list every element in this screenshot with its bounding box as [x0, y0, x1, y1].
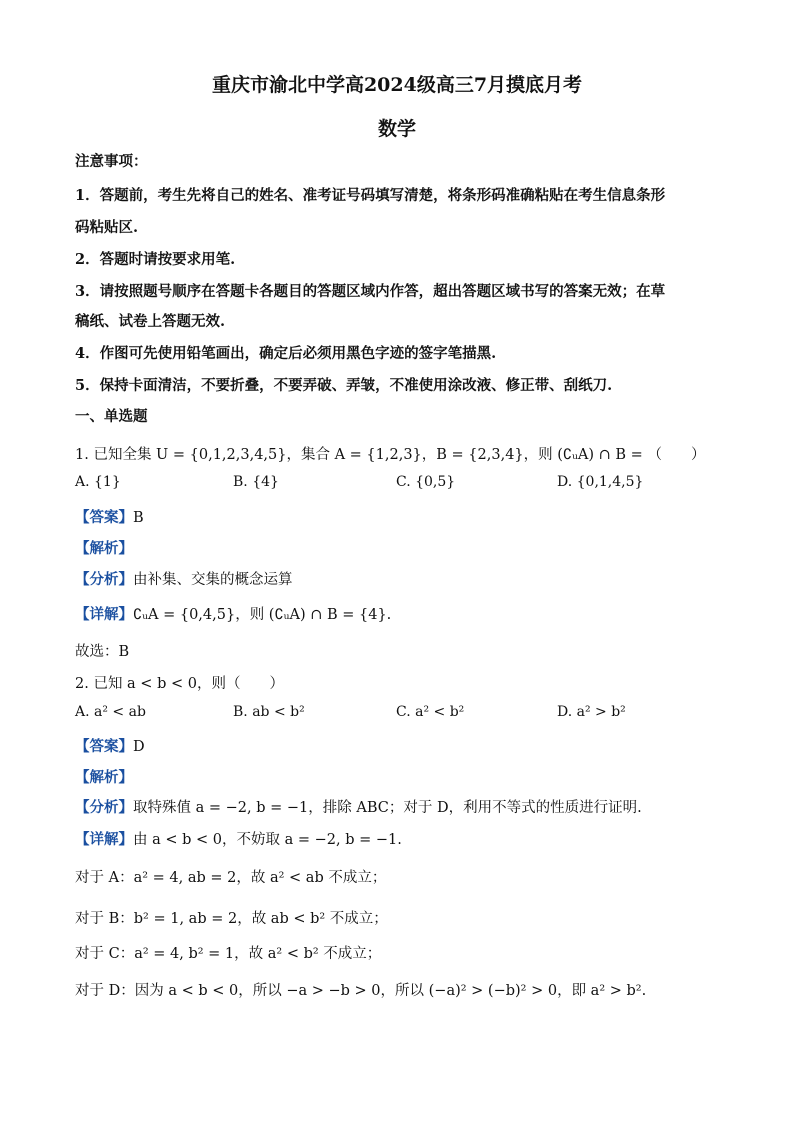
q1-fenxi-row: [75, 568, 293, 589]
q1-fenxi-text: 由补集、交集的概念运算: [133, 572, 293, 588]
q2-option-b: B. ab < b²: [233, 704, 305, 720]
analysis-tag: 【解析】: [75, 769, 133, 786]
q1-option-d: D. {0,1,4,5}: [557, 474, 644, 490]
notice-line-3b: 稿纸、试卷上答题无效.: [75, 313, 226, 330]
q2-answer-row: [75, 735, 145, 756]
q2-line-a: 对于 A：a² = 4, ab = 2，故 a² < ab 不成立；: [75, 870, 387, 886]
notice-line-1a: 1．答题前，考生先将自己的姓名、准考证号码填写清楚，将条形码准确粘贴在考生信息条形: [75, 187, 666, 204]
q1-option-b: B. {4}: [233, 474, 279, 490]
q1-option-a: A. {1}: [75, 474, 121, 490]
q2-detail-text: 由 a < b < 0，不妨取 a = −2, b = −1.: [133, 832, 402, 848]
q2-stem: 2. 已知 a < b < 0，则（ ）: [75, 676, 284, 692]
notice-line-5: 5．保持卡面清洁，不要折叠，不要弄破、弄皱，不准使用涂改液、修正带、刮纸刀.: [75, 377, 613, 394]
notice-line-3a: 3．请按照题号顺序在答题卡各题目的答题区域内作答，超出答题区域书写的答案无效；在草: [75, 283, 666, 300]
q2-line-b: 对于 B：b² = 1, ab = 2，故 ab < b² 不成立；: [75, 911, 388, 927]
fenxi-tag: 【分析】: [75, 799, 133, 816]
q1-option-c: C. {0,5}: [396, 474, 456, 490]
q1-choose: 故选：B: [75, 644, 130, 660]
q1-detail-row: [75, 603, 391, 624]
q1-analysis-row: [75, 537, 133, 558]
q1-stem: 1. 已知全集 U = {0,1,2,3,4,5}，集合 A = {1,2,3}，B = {2,3,4}，则 (∁ᵤA) ∩ B = （ ）: [75, 447, 706, 463]
detail-tag: 【详解】: [75, 606, 133, 623]
detail-tag: 【详解】: [75, 831, 133, 848]
analysis-tag: 【解析】: [75, 540, 133, 557]
q2-detail-row: [75, 828, 402, 849]
section-heading: 一、单选题: [75, 408, 148, 425]
q2-line-d: 对于 D：因为 a < b < 0，所以 −a > −b > 0，所以 (−a)² > (−b)² > 0，即 a² > b².: [75, 983, 647, 999]
q2-fenxi-row: [75, 796, 642, 817]
answer-tag: 【答案】: [75, 738, 133, 755]
q2-analysis-row: [75, 766, 133, 787]
q2-fenxi-text: 取特殊值 a = −2, b = −1，排除 ABC；对于 D，利用不等式的性质进行证明.: [133, 800, 642, 816]
q2-option-d: D. a² > b²: [557, 704, 626, 720]
subject-title: 数学: [377, 118, 416, 140]
q1-detail-text: ∁ᵤA = {0,4,5}，则 (∁ᵤA) ∩ B = {4}.: [133, 607, 392, 623]
q2-option-a: A. a² < ab: [75, 704, 146, 720]
q2-line-c: 对于 C：a² = 4, b² = 1，故 a² < b² 不成立；: [75, 946, 382, 962]
q2-answer-value: D: [133, 739, 145, 755]
page-title: 重庆市渝北中学高2024级高三7月摸底月考: [211, 74, 583, 96]
q1-answer-row: [75, 506, 144, 527]
notice-heading: 注意事项：: [75, 153, 148, 170]
q1-answer-value: B: [133, 510, 144, 526]
q2-option-c: C. a² < b²: [396, 704, 465, 720]
notice-line-4: 4．作图可先使用铅笔画出，确定后必须用黑色字迹的签字笔描黑.: [75, 345, 497, 362]
notice-line-2: 2．答题时请按要求用笔.: [75, 251, 236, 268]
answer-tag: 【答案】: [75, 509, 133, 526]
fenxi-tag: 【分析】: [75, 571, 133, 588]
notice-line-1b: 码粘贴区.: [75, 219, 139, 236]
